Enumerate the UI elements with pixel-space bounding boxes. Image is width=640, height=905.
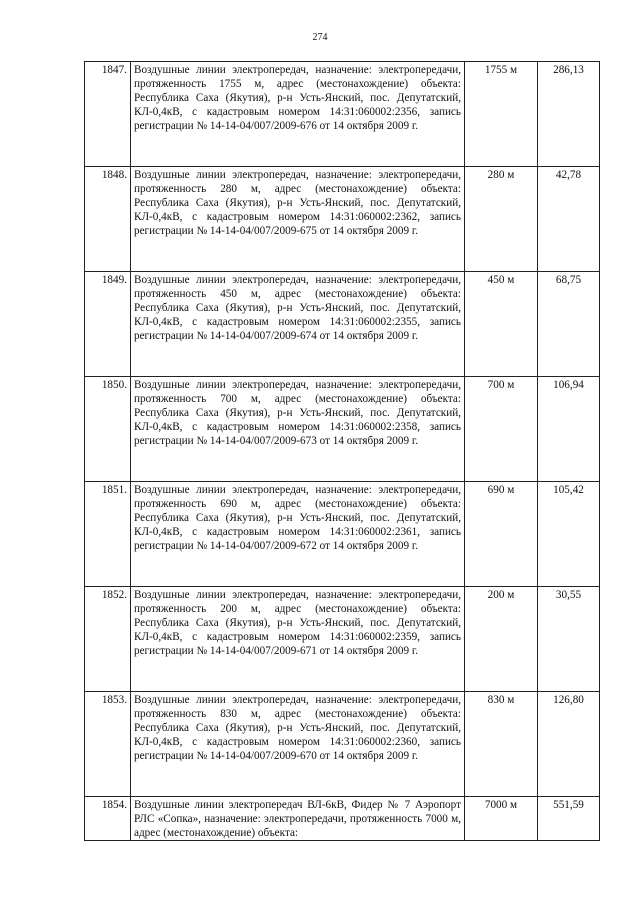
row-length: 700 м	[465, 377, 538, 482]
table-row	[85, 587, 600, 692]
row-length: 200 м	[465, 587, 538, 692]
row-value: 30,55	[538, 587, 600, 692]
row-description: Воздушные линии электропередач, назначение: электропередачи, протяженность 700 м, адрес (местонахождение) объекта: Республика Саха (Якутия), р-н Усть-Янский, пос. Депутатский, КЛ-0,4кВ, с кадастровым номером 14:31:060002:2358, запись регистрации № 14-14-04/007/2009-673 от 14 октября 2009 г.	[131, 377, 465, 482]
row-value: 551,59	[538, 797, 600, 841]
row-number: 1853.	[85, 692, 131, 797]
row-description: Воздушные линии электропередач ВЛ-6кВ, Фидер № 7 Аэропорт РЛС «Сопка», назначение: электропередачи, протяженность 7000 м, адрес (местонахождение) объекта:	[131, 797, 465, 841]
row-number: 1852.	[85, 587, 131, 692]
row-length: 1755 м	[465, 62, 538, 167]
row-length: 7000 м	[465, 797, 538, 841]
row-length: 450 м	[465, 272, 538, 377]
row-value: 105,42	[538, 482, 600, 587]
table-row	[85, 62, 600, 167]
row-number: 1850.	[85, 377, 131, 482]
row-number: 1849.	[85, 272, 131, 377]
row-number: 1847.	[85, 62, 131, 167]
row-description: Воздушные линии электропередач, назначение: электропередачи, протяженность 690 м, адрес (местонахождение) объекта: Республика Саха (Якутия), р-н Усть-Янский, пос. Депутатский, КЛ-0,4кВ, с кадастровым номером 14:31:060002:2361, запись регистрации № 14-14-04/007/2009-672 от 14 октября 2009 г.	[131, 482, 465, 587]
row-value: 68,75	[538, 272, 600, 377]
row-number: 1848.	[85, 167, 131, 272]
table-row	[85, 482, 600, 587]
table-row	[85, 272, 600, 377]
row-value: 126,80	[538, 692, 600, 797]
row-length: 690 м	[465, 482, 538, 587]
row-value: 106,94	[538, 377, 600, 482]
row-description: Воздушные линии электропередач, назначение: электропередачи, протяженность 1755 м, адрес (местонахождение) объекта: Республика Саха (Якутия), р-н Усть-Янский, пос. Депутатский, КЛ-0,4кВ, с кадастровым номером 14:31:060002:2356, запись регистрации № 14-14-04/007/2009-676 от 14 октября 2009 г.	[131, 62, 465, 167]
row-length: 280 м	[465, 167, 538, 272]
table-row	[85, 692, 600, 797]
row-length: 830 м	[465, 692, 538, 797]
row-number: 1854.	[85, 797, 131, 841]
table-row	[85, 797, 600, 841]
row-description: Воздушные линии электропередач, назначение: электропередачи, протяженность 200 м, адрес (местонахождение) объекта: Республика Саха (Якутия), р-н Усть-Янский, пос. Депутатский, КЛ-0,4кВ, с кадастровым номером 14:31:060002:2359, запись регистрации № 14-14-04/007/2009-671 от 14 октября 2009 г.	[131, 587, 465, 692]
row-value: 286,13	[538, 62, 600, 167]
registry-table	[84, 61, 600, 841]
row-value: 42,78	[538, 167, 600, 272]
row-description: Воздушные линии электропередач, назначение: электропередачи, протяженность 830 м, адрес (местонахождение) объекта: Республика Саха (Якутия), р-н Усть-Янский, пос. Депутатский, КЛ-0,4кВ, с кадастровым номером 14:31:060002:2360, запись регистрации № 14-14-04/007/2009-670 от 14 октября 2009 г.	[131, 692, 465, 797]
row-number: 1851.	[85, 482, 131, 587]
table-row	[85, 167, 600, 272]
row-description: Воздушные линии электропередач, назначение: электропередачи, протяженность 280 м, адрес (местонахождение) объекта: Республика Саха (Якутия), р-н Усть-Янский, пос. Депутатский, КЛ-0,4кВ, с кадастровым номером 14:31:060002:2362, запись регистрации № 14-14-04/007/2009-675 от 14 октября 2009 г.	[131, 167, 465, 272]
page-number: 274	[312, 32, 328, 43]
row-description: Воздушные линии электропередач, назначение: электропередачи, протяженность 450 м, адрес (местонахождение) объекта: Республика Саха (Якутия), р-н Усть-Янский, пос. Депутатский, КЛ-0,4кВ, с кадастровым номером 14:31:060002:2355, запись регистрации № 14-14-04/007/2009-674 от 14 октября 2009 г.	[131, 272, 465, 377]
table-row	[85, 377, 600, 482]
